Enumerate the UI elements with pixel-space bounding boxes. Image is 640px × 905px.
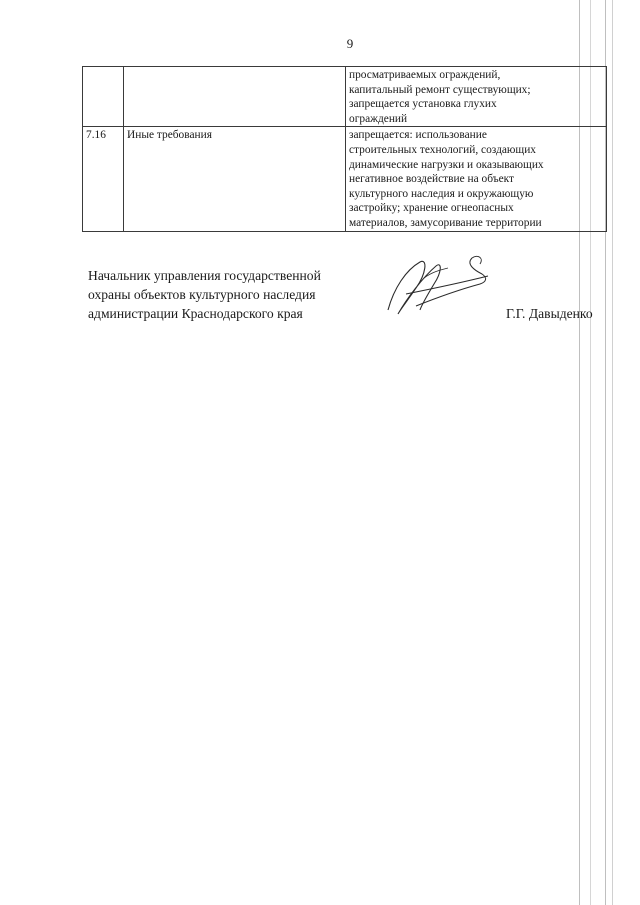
signer-position-line: охраны объектов культурного наследия — [88, 287, 316, 302]
cell-text-line: строительных технологий, создающих — [349, 143, 536, 156]
row-text-cell — [346, 127, 607, 231]
cell-text-line: культурного наследия и окружающую — [349, 187, 534, 200]
signer-position-line: администрации Краснодарского края — [88, 306, 303, 321]
cell-text-line: запрещается установка глухих — [349, 98, 497, 111]
cell-text-line: капитальный ремонт существующих; — [349, 83, 531, 96]
row-number-cell — [83, 67, 124, 127]
cell-text-line: материалов, замусоривание территории — [349, 216, 542, 229]
row-text-cell — [346, 67, 607, 127]
signature-block — [88, 266, 321, 323]
signer-name: Г.Г. Давыденко — [506, 306, 593, 321]
requirements-table — [82, 66, 607, 232]
page-number: 9 — [346, 36, 354, 51]
row-name-cell: Иные требования — [124, 127, 346, 231]
row-name-cell — [124, 67, 346, 127]
cell-text-line: негативное воздействие на объект — [349, 173, 515, 186]
handwritten-signature — [376, 248, 496, 326]
table-row — [83, 127, 607, 231]
signer-position-line: Начальник управления государственной — [88, 268, 321, 283]
cell-text-line: динамические нагрузки и оказывающих — [349, 158, 544, 171]
row-number-cell: 7.16 — [83, 127, 124, 231]
cell-text-line: просматриваемых ограждений, — [349, 69, 501, 81]
scan-artifact-line — [612, 0, 613, 905]
table-row — [83, 67, 607, 127]
cell-text-line: запрещается: использование — [349, 129, 487, 142]
cell-text-line: ограждений — [349, 112, 408, 125]
cell-text-line: застройку; хранение огнеопасных — [349, 202, 514, 215]
